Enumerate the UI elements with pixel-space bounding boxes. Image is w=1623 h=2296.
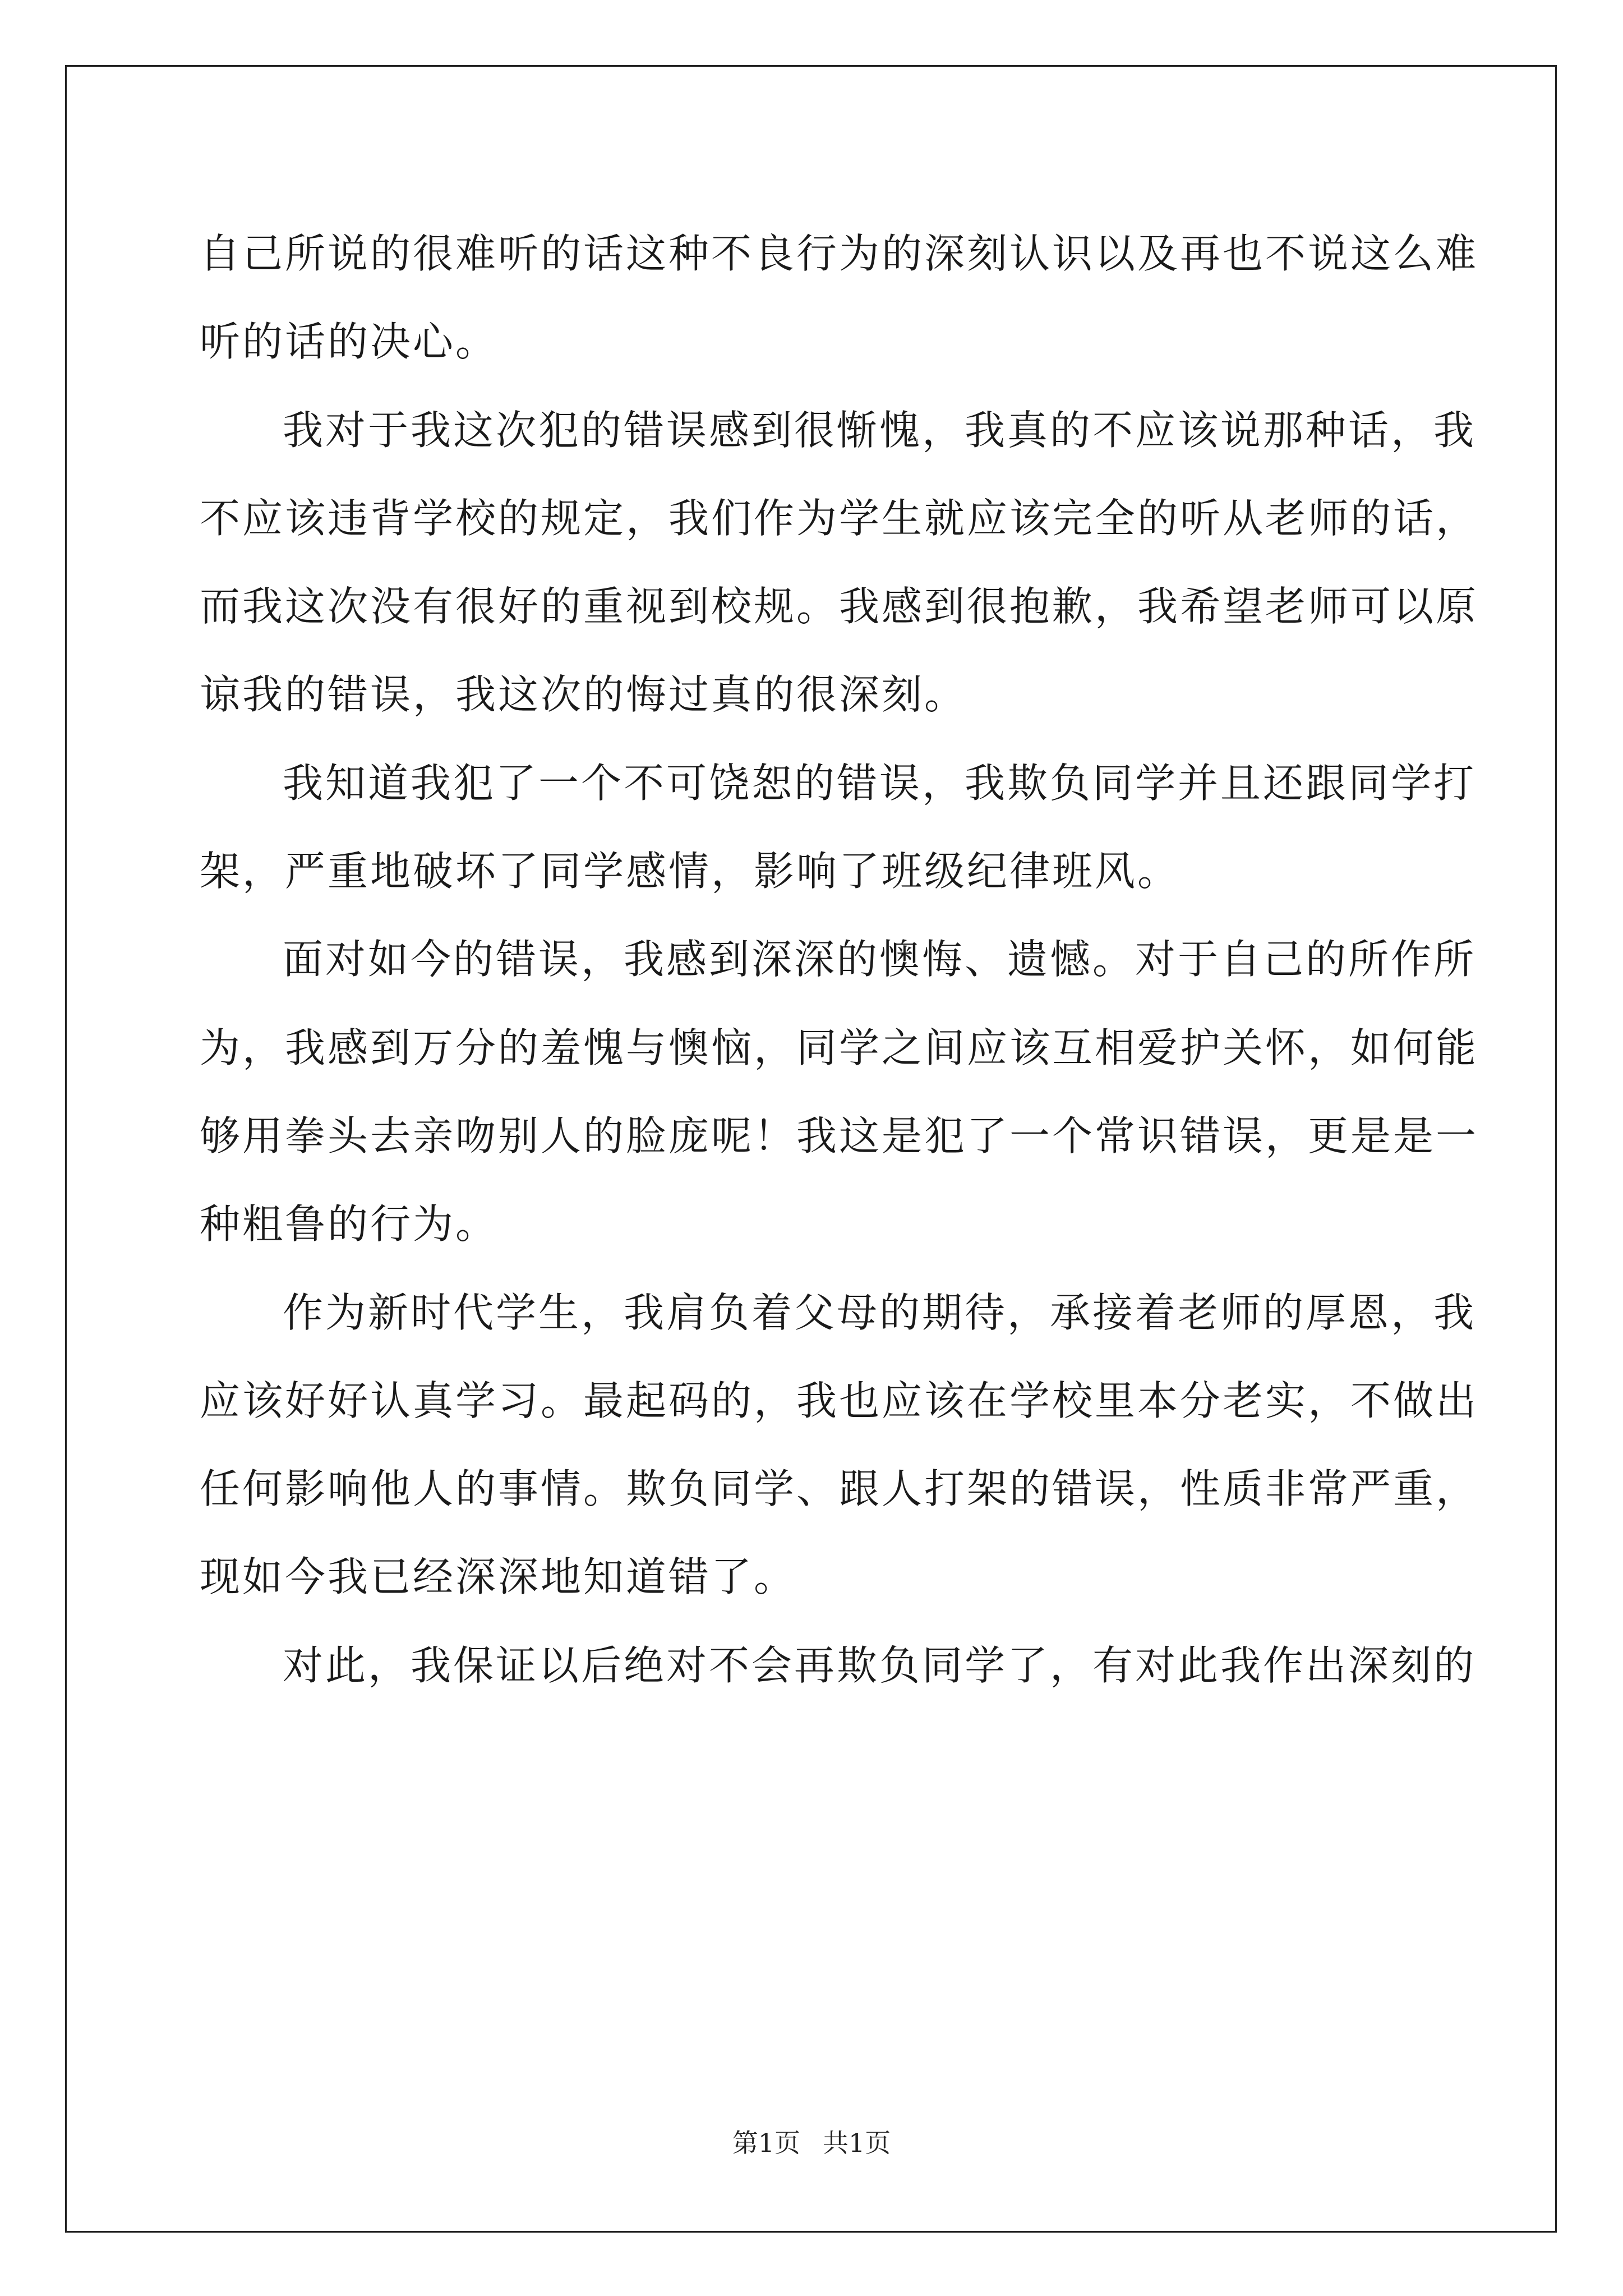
paragraph-first-line: 面对如今的错误，我感到深深的懊悔、遗憾。对于自己的所作所 bbox=[283, 936, 1477, 983]
document-body bbox=[200, 210, 1479, 1710]
paragraph-first-line: 作为新时代学生，我肩负着父母的期待，承接着老师的厚恩，我 bbox=[283, 1289, 1477, 1336]
text-line: 架，严重地破坏了同学感情，影响了班级纪律班风。 bbox=[200, 848, 1181, 895]
paragraph-first-line: 对此，我保证以后绝对不会再欺负同学了，有对此我作出深刻的 bbox=[283, 1641, 1477, 1689]
page-number: 第1页 bbox=[732, 2128, 800, 2158]
text-line: 够用拳头去亲吻别人的脸庞呢！我这是犯了一个常识错误，更是是一 bbox=[200, 1112, 1479, 1159]
text-line: 自己所说的很难听的话这种不良行为的深刻认识以及再也不说这么难 bbox=[200, 230, 1479, 277]
text-line: 听的话的决心。 bbox=[200, 318, 499, 366]
page-footer bbox=[0, 2126, 1623, 2160]
paragraph-first-line: 我对于我这次犯的错误感到很惭愧，我真的不应该说那种话，我 bbox=[283, 406, 1477, 454]
text-line: 不应该违背学校的规定，我们作为学生就应该完全的听从老师的话， bbox=[200, 494, 1479, 542]
paragraph-first-line: 我知道我犯了一个不可饶恕的错误，我欺负同学并且还跟同学打 bbox=[283, 759, 1477, 807]
text-line: 任何影响他人的事情。欺负同学、跟人打架的错误，性质非常严重， bbox=[200, 1465, 1479, 1513]
text-line: 现如今我已经深深地知道错了。 bbox=[200, 1553, 797, 1601]
text-line: 应该好好认真学习。最起码的，我也应该在学校里本分老实，不做出 bbox=[200, 1377, 1479, 1424]
text-line: 而我这次没有很好的重视到校规。我感到很抱歉，我希望老师可以原 bbox=[200, 583, 1479, 631]
text-line: 种粗鲁的行为。 bbox=[200, 1200, 499, 1248]
text-line: 谅我的错误，我这次的悔过真的很深刻。 bbox=[200, 671, 967, 719]
text-line: 为，我感到万分的羞愧与懊恼，同学之间应该互相爱护关怀，如何能 bbox=[200, 1024, 1479, 1071]
page-total: 共1页 bbox=[823, 2128, 891, 2158]
